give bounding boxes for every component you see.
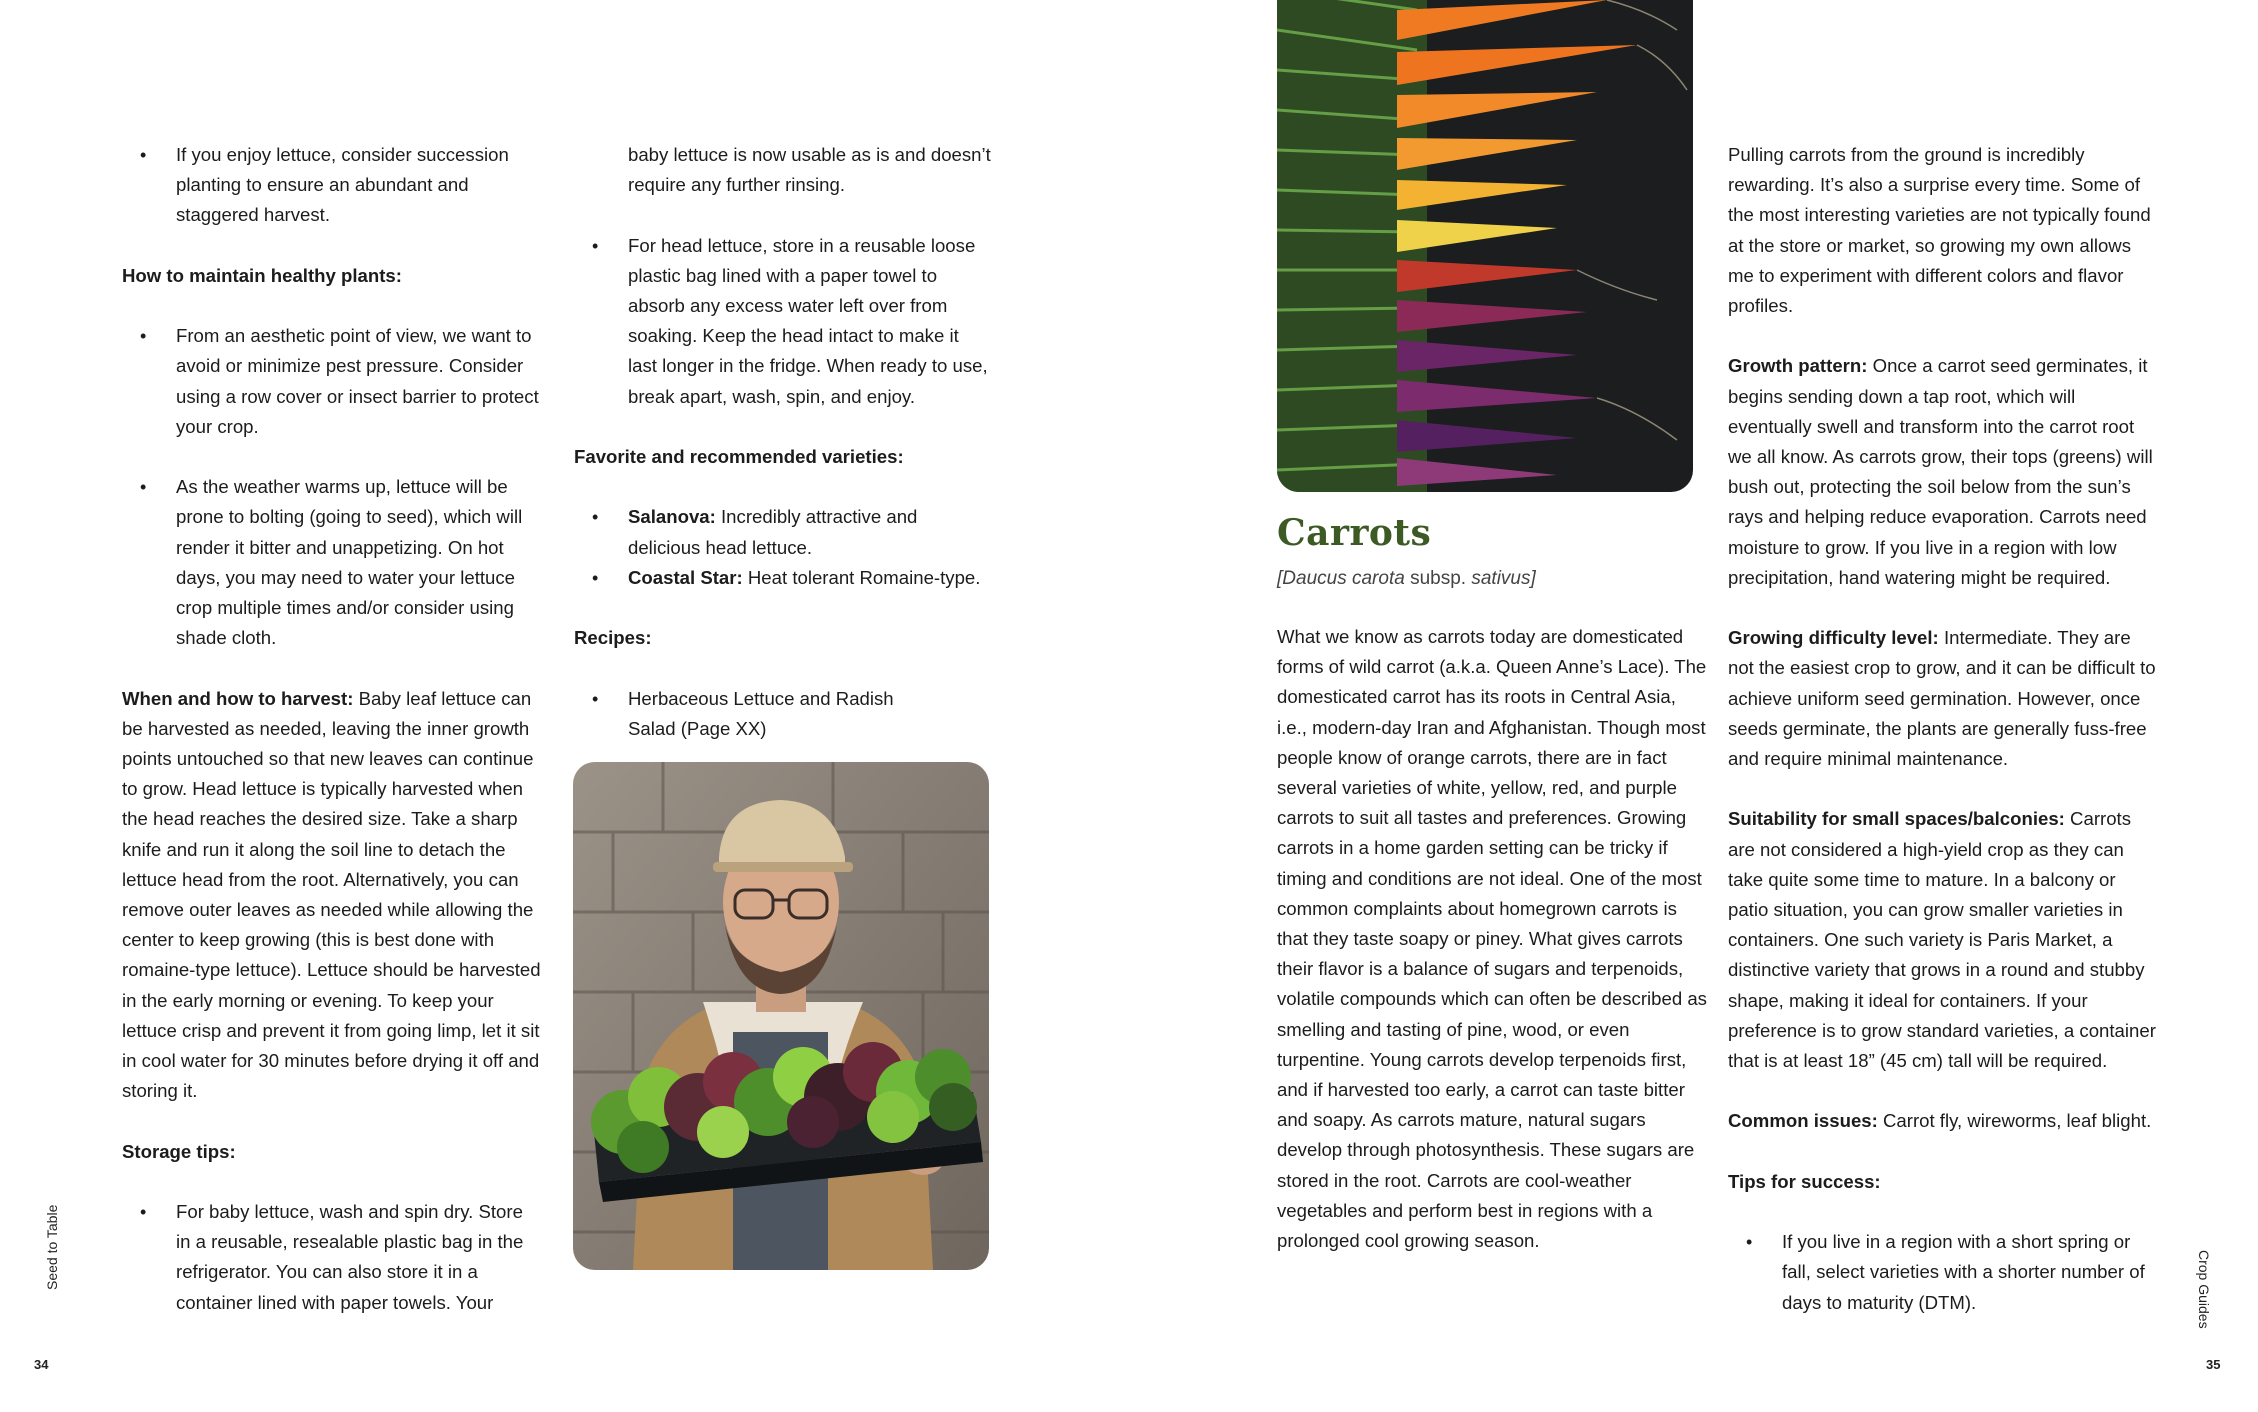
list-item: • If you live in a region with a short spring or fall, select varieties with a shorter number of days to maturity (DTM). <box>1728 1227 2158 1318</box>
suitability-text: Carrots are not considered a high-yield crop as they can take quite some time to mature. In a balcony or patio situation, you can grow smaller varieties in containers. One such variety is Paris Market, a distinctive variety that grows in a round and stubby shape, making it ideal for containers. If your preference is to grow standard varieties, a container that is at least 18” (45 cm) tall will be required. <box>1728 808 2156 1072</box>
left-page-number: 34 <box>34 1357 49 1372</box>
varieties-heading: Favorite and recommended varieties: <box>574 446 904 467</box>
latin-prefix: [Daucus carota <box>1277 568 1405 589</box>
latin-mid: subsp. <box>1410 568 1467 589</box>
harvest-label: When and how to harvest: <box>122 687 354 709</box>
list-item: • Herbaceous Lettuce and Radish Salad (Page XX) <box>574 684 918 744</box>
issues-paragraph <box>1728 1106 2158 1136</box>
tips-list <box>1728 1227 2158 1318</box>
list-item: • From an aesthetic point of view, we want to avoid or minimize pest pressure. Consider using a row cover or insect barrier to protect your crop. <box>122 321 542 442</box>
recipes-heading: Recipes: <box>574 627 652 649</box>
issues-label: Common issues: <box>1728 1110 1878 1132</box>
list-item: • If you enjoy lettuce, consider succession planting to ensure an abundant and staggered harvest. <box>122 140 542 231</box>
difficulty-paragraph <box>1728 623 2158 774</box>
scientific-name <box>1277 568 1536 590</box>
right-column-1 <box>1277 622 1707 1256</box>
maintain-bullet-list <box>122 321 542 653</box>
head-lettuce-bullet-list <box>574 231 992 412</box>
variety-name: Coastal Star: <box>628 566 743 588</box>
left-running-head: Seed to Table <box>44 1204 60 1290</box>
growth-label: Growth pattern: <box>1728 355 1868 377</box>
right-running-head: Crop Guides <box>2196 1250 2212 1329</box>
storage-continued-text: baby lettuce is now usable as is and doesn’t require any further rinsing. <box>628 144 991 196</box>
varieties-list <box>574 502 992 593</box>
difficulty-label: Growing difficulty level: <box>1728 627 1939 649</box>
list-item <box>574 502 992 562</box>
maintain-heading: How to maintain healthy plants: <box>122 264 402 286</box>
list-item: • As the weather warms up, lettuce will be prone to bolting (going to seed), which will render it bitter and unappetizing. On hot days, you may need to water your lettuce crop multiple times and/or consider using shade cloth. <box>122 472 542 653</box>
pulling-paragraph: Pulling carrots from the ground is incredibly rewarding. It’s also a surprise every time. Some of the most interesting varieties are not typically found at the store or market, so growing my own allows me to experiment with different colors and flavor profiles. <box>1728 144 2151 317</box>
harvest-paragraph <box>122 684 542 1107</box>
variety-desc: Heat tolerant Romaine-type. <box>747 566 981 588</box>
lettuce-tray-photo <box>573 762 989 1270</box>
right-page-number: 35 <box>2206 1357 2221 1372</box>
suitability-label: Suitability for small spaces/balconies: <box>1728 808 2065 830</box>
difficulty-text: Intermediate. They are not the easiest crop to grow, and it can be difficult to achieve uniform seed germination. However, once seeds germinate, the plants are generally fuss-free and require minimal maintenance. <box>1728 627 2156 770</box>
suitability-paragraph <box>1728 804 2158 1076</box>
harvest-text: Baby leaf lettuce can be harvested as needed, leaving the inner growth points untouched so that new leaves can continue to grow. Head lettuce is typically harvested when the head reaches the desired size. Take a sharp knife and run it along the soil line to detach the lettuce head from the root. Alternatively, you can remove outer leaves as needed while allowing the center to keep growing (this is best done with romaine-type lettuce). Lettuce should be harvested in the early morning or evening. To keep your lettuce crisp and prevent it from going limp, let it sit in cool water for 30 minutes before drying it off and storing it. <box>122 687 541 1102</box>
variety-name: Salanova: <box>628 506 716 528</box>
storage-heading: Storage tips: <box>122 1140 236 1162</box>
issues-text: Carrot fly, wireworms, leaf blight. <box>1882 1110 2152 1132</box>
variety-desc: Incredibly attractive and delicious head lettuce. <box>628 506 918 558</box>
carrots-intro: What we know as carrots today are domesticated forms of wild carrot (a.k.a. Queen Anne’s Lace). The domesticated carrot has its roots in Central Asia, i.e., modern-day Iran and Afghanistan. Though most people know of orange carrots, there are in fact several varieties of white, yellow, red, and purple carrots to suit all tastes and preferences. Growing carrots in a home garden setting can be tricky if timing and conditions are not ideal. One of the most common complaints about homegrown carrots is that they taste soapy or piney. What gives carrots their flavor is a balance of sugars and terpenoids, volatile compounds which can often be described as smelling and tasting of pine, wood, or even turpentine. Young carrots develop terpenoids first, and if harvested too early, a carrot can taste bitter and soapy. As carrots mature, natural sugars develop through photosynthesis. These sugars are stored in the root. Carrots are cool-weather vegetables and perform best in regions with a prolonged cool growing season. <box>1277 626 1707 1252</box>
carrots-photo <box>1277 0 1693 492</box>
list-item: • For baby lettuce, wash and spin dry. Store in a reusable, resealable plastic bag in the refrigerator. You can also store it in a container lined with paper towels. Your <box>122 1197 542 1318</box>
latin-suffix: sativus] <box>1471 568 1536 589</box>
growth-paragraph <box>1728 351 2158 593</box>
list-item <box>574 563 992 593</box>
tips-heading: Tips for success: <box>1728 1170 1881 1192</box>
right-column-2 <box>1728 140 2158 1318</box>
left-column-1 <box>122 140 542 1318</box>
growth-text: Once a carrot seed germinates, it begins sending down a tap root, which will eventually swell and transform into the carrot root we all know. As carrots grow, their tops (greens) will bush out, protecting the soil below from the sun’s rays and helping reduce evaporation. Carrots need moisture to grow. If you live in a region with low precipitation, hand watering might be required. <box>1728 355 2153 588</box>
list-item: • For head lettuce, store in a reusable loose plastic bag lined with a paper towel to absorb any excess water left over from soaking. Keep the head intact to make it last longer in the fridge. When ready to use, break apart, wash, spin, and enjoy. <box>574 231 992 412</box>
recipes-list <box>574 684 992 744</box>
crop-title: Carrots <box>1277 512 1432 554</box>
left-column-2 <box>574 140 992 744</box>
storage-bullet-list <box>122 1197 542 1318</box>
intro-bullet-list <box>122 140 542 231</box>
